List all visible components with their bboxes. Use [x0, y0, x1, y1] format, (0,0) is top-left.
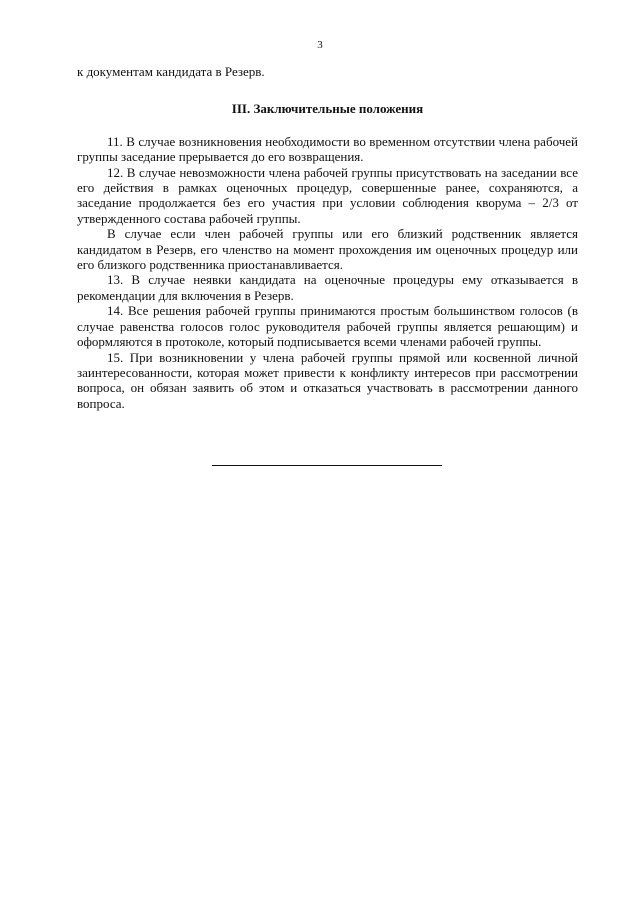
document-body	[77, 64, 578, 411]
paragraph-12-relative: В случае если член рабочей группы или его близкий родственник является кандидатом в Резерв, его членство на момент прохождения им оценочных процедур или его близкого родственника приостанавливается.	[77, 226, 578, 273]
continuation-line: к документам кандидата в Резерв.	[77, 64, 265, 79]
page-number: 3	[317, 39, 323, 51]
paragraph-15: 15. При возникновении у члена рабочей группы прямой или косвенной личной заинтересованности, которая может привести к конфликту интересов при рассмотрении вопроса, он обязан заявить об этом и отказаться участвовать в рассмотрении данного вопроса.	[77, 349, 578, 411]
closing-divider-line	[212, 465, 442, 466]
paragraph-13: 13. В случае неявки кандидата на оценочные процедуры ему отказывается в рекомендации для включения в Резерв.	[77, 272, 578, 303]
paragraph-11: 11. В случае возникновения необходимости во временном отсутствии члена рабочей группы заседание прерывается до его возвращения.	[77, 133, 578, 165]
paragraph-12: 12. В случае невозможности члена рабочей группы присутствовать на заседании все его действия в рамках оценочных процедур, совершенные ранее, сохраняются, а заседание продолжается без его участия при условии соблюдения кворума – 2/3 от утвержденного состава рабочей группы.	[77, 164, 578, 226]
paragraph-14: 14. Все решения рабочей группы принимаются простым большинством голосов (в случае равенства голосов голос руководителя рабочей группы является решающим) и оформляются в протоколе, который подписывается всеми членами рабочей группы.	[77, 303, 578, 350]
section-heading: III. Заключительные положения	[231, 101, 424, 117]
